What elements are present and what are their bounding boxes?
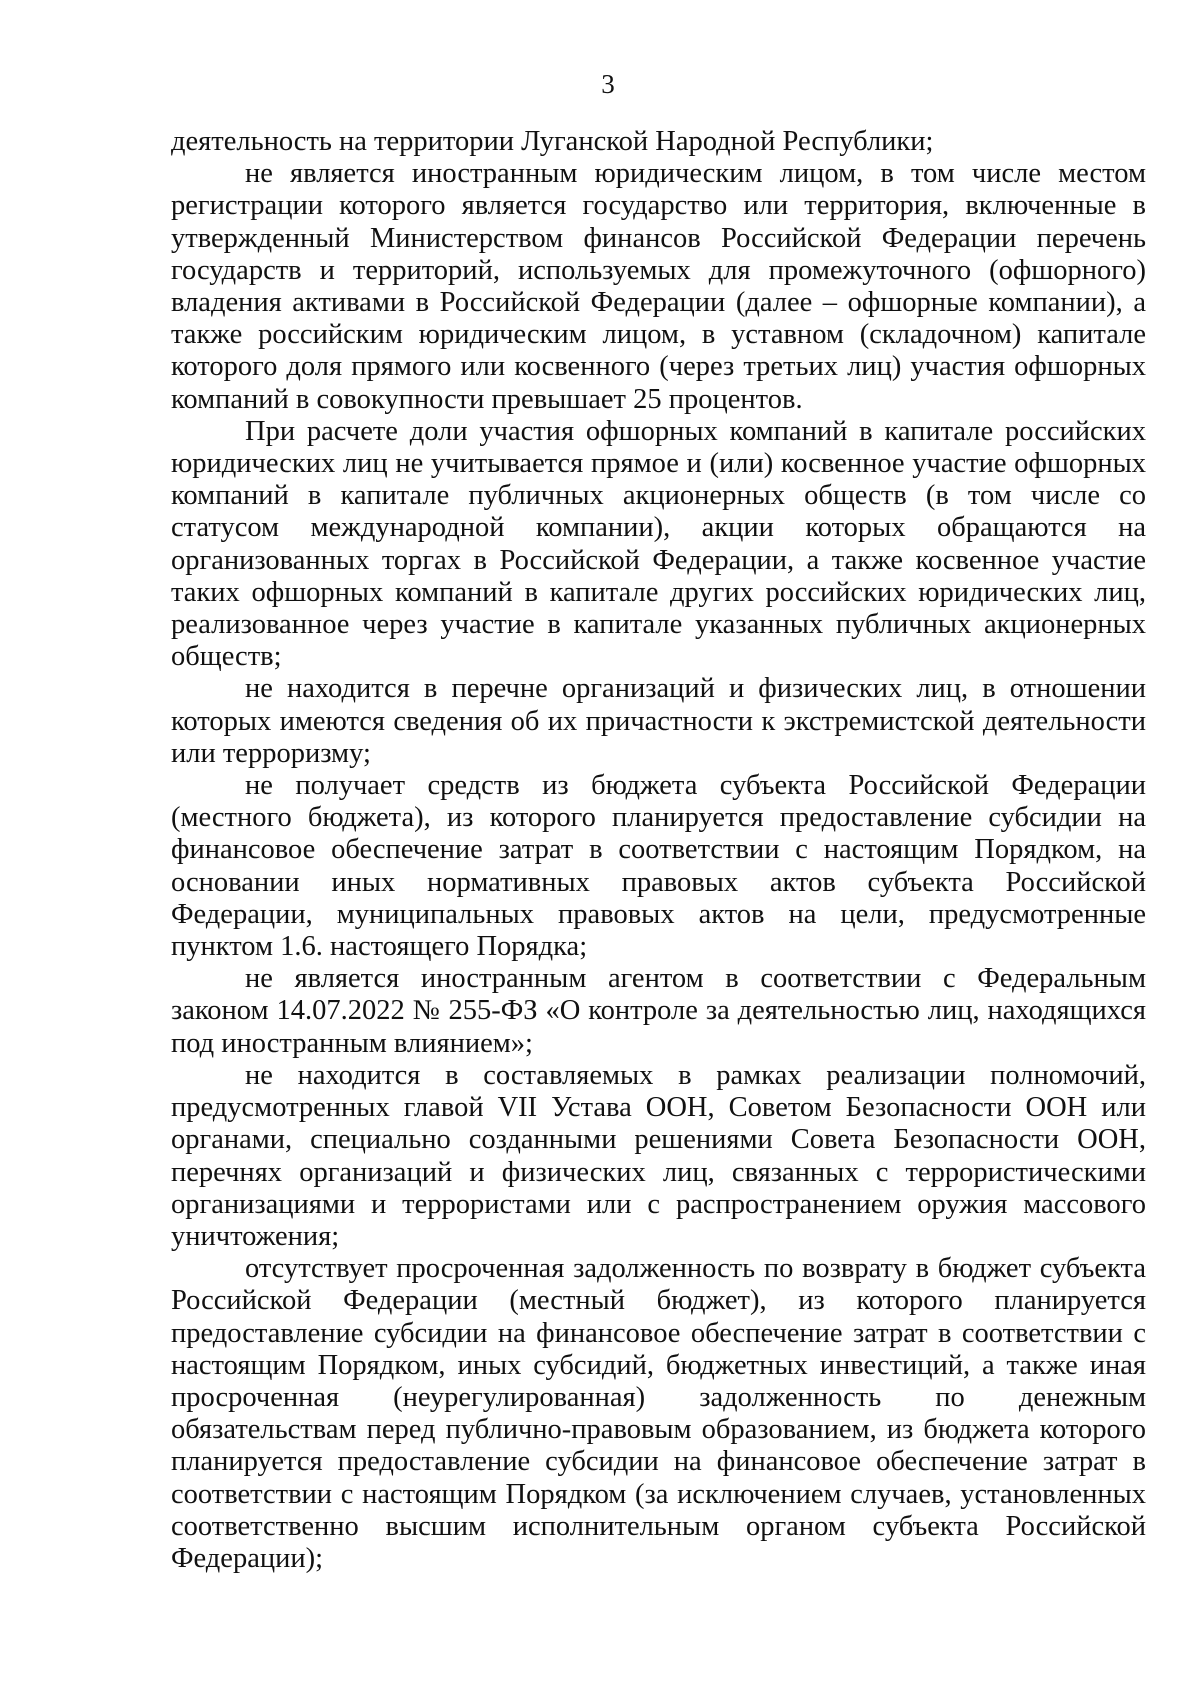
paragraph-overdue-debt: отсутствует просроченная задолженность по возврату в бюджет субъекта Российской Федерации (местный бюджет), из которого планируется предоставление субсидии на финансовое обеспечение затрат в соответствии с настоящим Порядком, иных субсидий, бюджетных инвестиций, а также иная просроченная (неурегулированная) задолженность по денежным обязательствам перед публично-правовым образованием, из бюджета которого планируется предоставление субсидии на финансовое обеспечение затрат в соответствии с настоящим Порядком (за исключением случаев, установленных соответственно высшим исполнительным органом субъекта Российской Федерации); bbox=[171, 1253, 1146, 1574]
paragraph-un-sanctions-list: не находится в составляемых в рамках реализации полномочий, предусмотренных главой VII Устава ООН, Советом Безопасности ООН или органами, специально созданными решениями Совета Безопасности ООН, перечнях организаций и физических лиц, связанных с террористическими организациями и террористами или с распространением оружия массового уничтожения; bbox=[171, 1059, 1146, 1252]
paragraph-continuation: деятельность на территории Луганской Народной Республики; bbox=[171, 126, 934, 157]
paragraph-foreign-agent: не является иностранным агентом в соответствии с Федеральным законом 14.07.2022 № 255-ФЗ «О контроле за деятельностью лиц, находящихся под иностранным влиянием»; bbox=[171, 963, 1146, 1059]
page-number: 3 bbox=[601, 69, 615, 99]
paragraph-offshore-share-calculation: При расчете доли участия офшорных компаний в капитале российских юридических лиц не учитывается прямое и (или) косвенное участие офшорных компаний в капитале публичных акционерных обществ (в том числе со статусом международной компании), акции которых обращаются на организованных торгах в Российской Федерации, а также косвенное участие таких офшорных компаний в капитале других российских юридических лиц, реализованное через участие в капитале указанных публичных акционерных обществ; bbox=[171, 415, 1146, 673]
paragraph-extremism-list: не находится в перечне организаций и физических лиц, в отношении которых имеются сведения об их причастности к экстремистской деятельности или терроризму; bbox=[171, 673, 1146, 769]
paragraph-budget-funds: не получает средств из бюджета субъекта Российской Федерации (местного бюджета), из которого планируется предоставление субсидии на финансовое обеспечение затрат в соответствии с настоящим Порядком, на основании иных нормативных правовых актов субъекта Российской Федерации, муниципальных правовых актов на цели, предусмотренные пунктом 1.6. настоящего Порядка; bbox=[171, 770, 1146, 963]
document-body bbox=[171, 126, 1146, 1575]
paragraph-offshore-status: не является иностранным юридическим лицом, в том числе местом регистрации которого является государство или территория, включенные в утвержденный Министерством финансов Российской Федерации перечень государств и территорий, используемых для промежуточного (офшорного) владения активами в Российской Федерации (далее – офшорные компании), а также российским юридическим лицом, в уставном (складочном) капитале которого доля прямого или косвенного (через третьих лиц) участия офшорных компаний в совокупности превышает 25 процентов. bbox=[171, 158, 1146, 415]
